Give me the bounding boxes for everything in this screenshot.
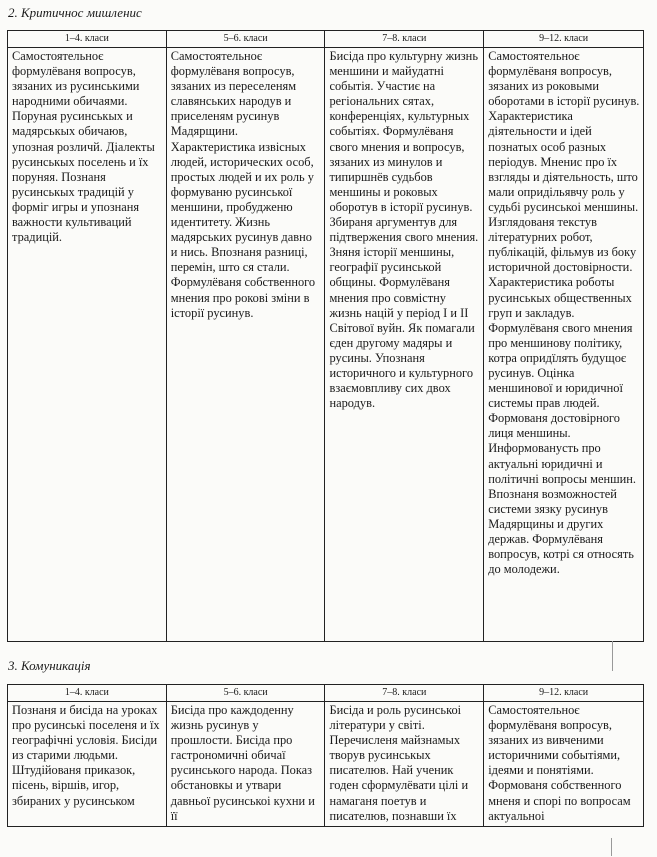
- cell-grades-1-4: [8, 702, 167, 827]
- cell-grades-1-4: [8, 48, 167, 642]
- cell-text: Самостоятельноє формулёваня вопросув, зязаних из вивченими историчними событіями, ідеями и понятіями. Формованя собственного мненя и спорі по вопросам актуальноі: [488, 703, 631, 823]
- cell-text: Самостоятельноє формулёваня вопросув, зязаних из роковыми оборотами в історії русинув. Характеристика діятельности и ідей познатых особ разных періодув. Мненис про їх взгляды и діятельность, што мали опридільявчу роль у судьбі русинськоі меншины. Изглядованя текстув літературних робот, публікацій, фільмув из боку историчной достовірности. Характеристика роботы русинськых общественных груп и закладув. Формулёваня свого мнения про меншинову політику, котра опридїлять будущоє русинув. Оцінка меншинової и юридичної системы прав людей. Формованя достовірного лиця меншины. Информованусть про актуальні юридичні и політичні вопросы меншин. Впознаня возможностей системи зязку русинув Мадярщины и других держав. Формулёваня вопросув, котрі ся относять до молодежи.: [488, 49, 640, 577]
- communication-table: [7, 684, 644, 827]
- column-header-grades-5-6: 5–6. класи: [166, 685, 325, 702]
- critical-thinking-table: [7, 30, 644, 642]
- cell-grades-5-6: [166, 702, 325, 827]
- cell-grades-9-12: [484, 48, 644, 642]
- column-header-grades-1-4: 1–4. класи: [8, 685, 167, 702]
- section-heading-critical-thinking: 2. Критичнос мишленис: [8, 5, 142, 20]
- column-header-grades-9-12: 9–12. класи: [484, 31, 644, 48]
- cell-grades-5-6: [166, 48, 325, 642]
- column-header-grades-5-6: 5–6. класи: [166, 31, 325, 48]
- cell-grades-7-8: [325, 48, 484, 642]
- table-row: [8, 702, 644, 827]
- cell-text: Бисіда про каждоденну жизнь русинув у прошлости. Бисіда про гастрономичні обичаї русинського народа. Показ обстановкы и утвари давньої русинськоі кухни и її: [170, 703, 315, 823]
- column-header-grades-1-4: 1–4. класи: [8, 31, 167, 48]
- column-header-grades-9-12: 9–12. класи: [484, 685, 644, 702]
- page-edge-mark: [612, 641, 613, 671]
- column-header-grades-7-8: 7–8. класи: [325, 31, 484, 48]
- cell-text: Бисіда про культурну жизнь меншини и майудатні событія. Участиє на регіональних сятах, конференціях, культурных событіях. Формулёваня свого мнения и вопросув, зязаних из минулов и типиршнёв судьбов меншины и роковых оборотув в історії русинув. Збираня аргументув для підтвержения свого мнения. Зняня історії меншины, географії русинськой общины. Формулёваня мнения про совмістну жизнь націй у період I и II Світової вуйн. Як помагали єден другому мадяры и русины. Упознаня историчного и культурного взаємовпливу сих двох народув.: [329, 49, 479, 411]
- cell-text: Самостоятельноє формулёваня вопросув, зязаних из переселеням славянських народув и приселеням русинув Мадярщини. Характеристика извісных людей, исторических особ, простых людей и их роль у формуваню русинської меншини, пробудженю идентитету. Жизнь мадярських русинув давно и нись. Впознаня разниці, перемін, што ся стали. Формулёваня собственного мнения про рокові зміни в історії русинув.: [170, 49, 316, 320]
- cell-text: Познаня и бисіда на уроках про русинські поселеня и їх географічні условія. Бисіди из старими людьми. Штудійованя приказок, пісень, віршів, игор, збираних у русинськом: [12, 703, 160, 808]
- table-header-row: [8, 31, 644, 48]
- page-edge-mark: [611, 838, 612, 856]
- table-header-row: [8, 685, 644, 702]
- cell-grades-7-8: [325, 702, 484, 827]
- column-header-grades-7-8: 7–8. класи: [325, 685, 484, 702]
- section-heading-communication: 3. Комуникація: [8, 658, 91, 673]
- table-row: [8, 48, 644, 642]
- cell-text: Самостоятельноє формулёваня вопросув, зязаних из русинськими народними обичаями. Поруная русинськых и мадярськых обичаюв, упозная розличй. Діалекты русинськых поселень и їх поруняя. Познаня русинськых традицій у форміг игры и упознаня важности культиваций традицій.: [12, 49, 155, 245]
- cell-grades-9-12: [484, 702, 644, 827]
- cell-text: Бисіда и роль русинськоі літератури у світі. Перечисленя майзнамых творув русинськых писателюв. Най ученик годен сформулёвати цілі и намаганя поетув и писателюв, познавши їх: [329, 703, 469, 823]
